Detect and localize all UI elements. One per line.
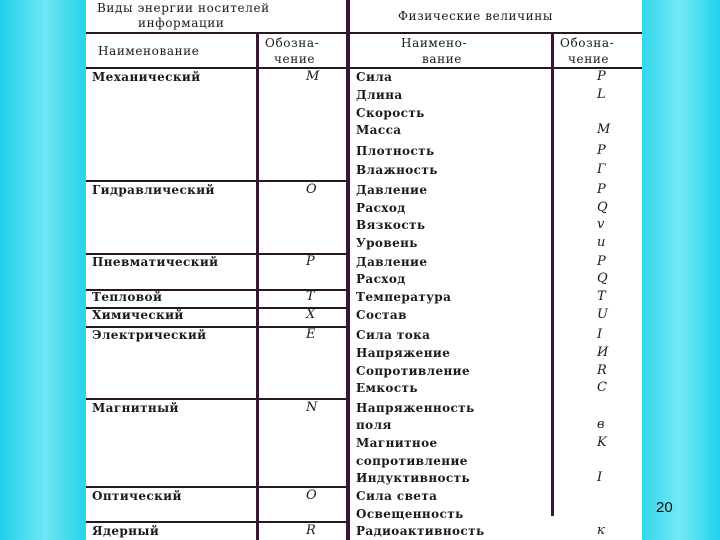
col-header-energy-symbol-line2: чение — [274, 52, 316, 66]
energy-types-title: Виды энергии носителей — [97, 1, 270, 15]
quantity-symbol: Q — [597, 271, 609, 286]
quantity-name: Емкость — [356, 381, 418, 395]
quantity-symbol: P — [597, 69, 607, 84]
quantity-symbol: v — [597, 217, 605, 232]
energy-type-name: Оптический — [92, 489, 182, 503]
quantity-name: сопротивление — [356, 454, 468, 468]
quantity-name: Масса — [356, 123, 402, 137]
quantity-name: Расход — [356, 272, 406, 286]
quantity-name: Напряженность — [356, 401, 475, 415]
quantity-symbol: T — [597, 289, 607, 304]
column-divider — [551, 32, 554, 516]
col-header-quantity-symbol: Обозна- — [560, 36, 615, 50]
quantity-symbol: P — [597, 143, 607, 158]
energy-type-name: Ядерный — [92, 524, 160, 538]
quantity-symbol: И — [597, 345, 609, 360]
col-header-quantity-name-line2: вание — [422, 52, 463, 66]
energy-type-name: Тепловой — [92, 290, 163, 304]
quantity-name: Освещенность — [356, 507, 464, 521]
energy-type-symbol: M — [306, 69, 320, 84]
quantity-symbol: P — [597, 254, 607, 269]
quantity-symbol: M — [597, 122, 611, 137]
quantity-name: Радиоактивность — [356, 524, 485, 538]
quantity-name: Скорость — [356, 106, 425, 120]
quantity-name: Температура — [356, 290, 452, 304]
col-header-quantity-name: Наимено- — [401, 36, 468, 50]
quantity-name: Давление — [356, 255, 428, 269]
col-header-energy-name: Наименование — [98, 44, 200, 58]
energy-types-title-line2: информации — [138, 16, 225, 30]
quantity-name: Сопротивление — [356, 364, 471, 378]
energy-type-name: Механический — [92, 70, 201, 84]
quantity-symbol: L — [597, 87, 607, 102]
energy-type-symbol: T — [306, 289, 316, 304]
quantity-symbol: I — [597, 327, 603, 342]
quantity-name: Напряжение — [356, 346, 451, 360]
quantity-symbol: P — [597, 182, 607, 197]
energy-type-symbol: X — [306, 307, 316, 322]
quantity-name: Индуктивность — [356, 471, 471, 485]
quantity-name: Влажность — [356, 163, 438, 177]
page-number: 20 — [656, 499, 673, 516]
header-bottom-rule — [86, 67, 642, 69]
quantity-symbol: к — [597, 523, 606, 538]
quantity-symbol: R — [597, 363, 608, 378]
quantity-name: поля — [356, 418, 392, 432]
energy-type-symbol: R — [306, 523, 317, 538]
quantity-symbol: Q — [597, 200, 609, 215]
energy-type-name: Пневматический — [92, 255, 219, 269]
quantity-name: Сила — [356, 70, 393, 84]
column-divider — [256, 32, 259, 540]
energy-type-name: Магнитный — [92, 401, 179, 415]
header-divider — [86, 32, 642, 34]
col-header-quantity-symbol-line2: чение — [568, 52, 610, 66]
slide — [86, 0, 642, 540]
quantity-symbol: I — [597, 470, 603, 485]
energy-type-symbol: N — [306, 400, 318, 415]
quantity-name: Магнитное — [356, 436, 438, 450]
energy-type-symbol: O — [306, 182, 318, 197]
quantity-name: Сила света — [356, 489, 438, 503]
quantity-name: Состав — [356, 308, 407, 322]
energy-type-name: Гидравлический — [92, 183, 215, 197]
quantity-symbol: C — [597, 380, 608, 395]
physical-quantities-title: Физические величины — [398, 9, 554, 23]
energy-type-name: Электрический — [92, 328, 207, 342]
energy-type-symbol: P — [306, 254, 316, 269]
energy-type-symbol: E — [306, 327, 316, 342]
energy-type-name: Химический — [92, 308, 184, 322]
quantity-symbol: в — [597, 417, 605, 432]
quantity-name: Плотность — [356, 144, 435, 158]
quantity-symbol: U — [597, 307, 609, 322]
quantity-symbol: u — [597, 235, 606, 250]
quantity-name: Сила тока — [356, 328, 431, 342]
quantity-name: Давление — [356, 183, 428, 197]
col-header-energy-symbol: Обозна- — [265, 36, 320, 50]
quantity-symbol: K — [597, 435, 608, 450]
quantity-name: Длина — [356, 88, 403, 102]
quantity-name: Уровень — [356, 236, 418, 250]
quantity-name: Вязкость — [356, 218, 426, 232]
quantity-symbol: Г — [597, 162, 607, 177]
column-divider — [346, 0, 350, 540]
quantity-name: Расход — [356, 201, 406, 215]
energy-type-symbol: O — [306, 488, 318, 503]
